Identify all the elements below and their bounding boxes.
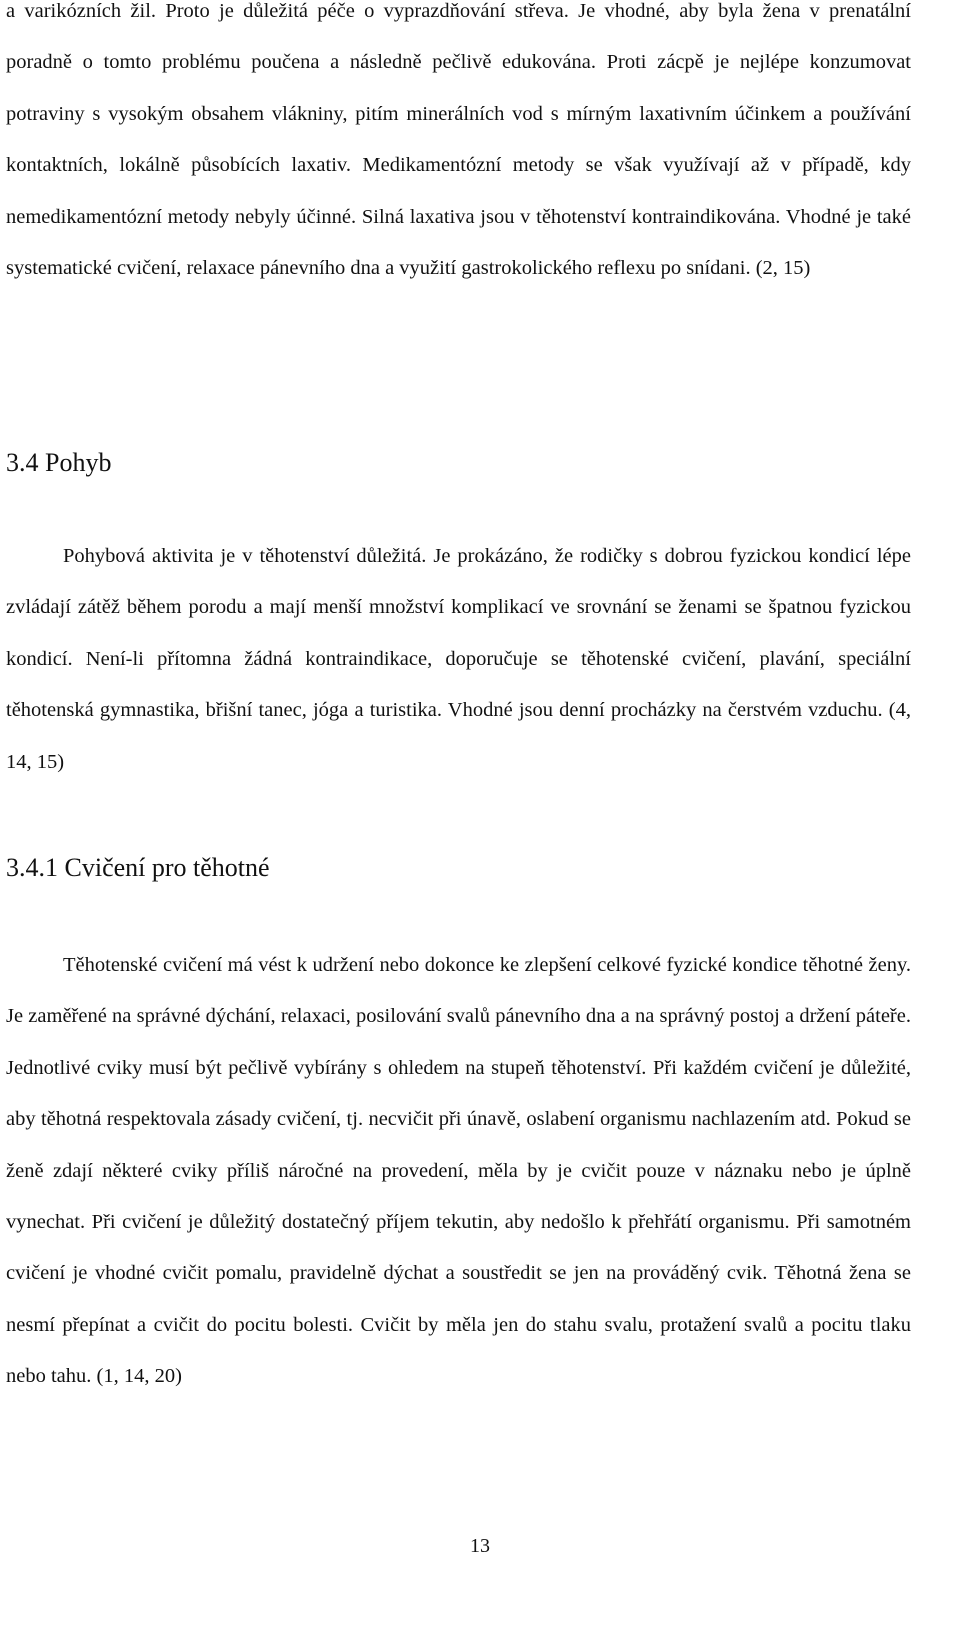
document-page: [6, 0, 911, 1388]
paragraph-section-3-4: Pohybová aktivita je v těhotenství důležitá. Je prokázáno, že rodičky s dobrou fyzickou kondicí lépe zvládají zátěž během porodu a mají menší množství komplikací ve srovnání se ženami se špatnou fyzickou kondicí. Není-li přítomna žádná kontraindikace, doporučuje se těhotenské cvičení, plavání, speciální těhotenská gymnastika, břišní tanec, jóga a turistika. Vhodné jsou denní procházky na čerstvém vzduchu. (4, 14, 15): [6, 545, 911, 773]
section-heading-3-4: 3.4 Pohyb: [6, 448, 112, 477]
paragraph-intro: a varikózních žil. Proto je důležitá péče o vyprazdňování střeva. Je vhodné, aby byla žena v prenatální poradně o tomto problému poučena a následně pečlivě edukována. Proti zácpě je nejlépe konzumovat potraviny s vysokým obsahem vlákniny, pitím minerálních vod s mírným laxativním účinkem a používání kontaktních, lokálně působících laxativ. Medikamentózní metody se však využívají až v případě, kdy nemedikamentózní metody nebyly účinné. Silná laxativa jsou v těhotenství kontraindikována. Vhodné je také systematické cvičení, relaxace pánevního dna a využití gastrokolického reflexu po snídani. (2, 15): [6, 0, 911, 280]
paragraph-section-3-4-1: Těhotenské cvičení má vést k udržení nebo dokonce ke zlepšení celkové fyzické kondice těhotné ženy. Je zaměřené na správné dýchání, relaxaci, posilování svalů pánevního dna a na správný postoj a držení páteře. Jednotlivé cviky musí být pečlivě vybírány s ohledem na stupeň těhotenství. Při každém cvičení je důležité, aby těhotná respektovala zásady cvičení, tj. necvičit při únavě, oslabení organismu nachlazením atd. Pokud se ženě zdají některé cviky příliš náročné na provedení, měla by je cvičit pouze v náznaku nebo je úplně vynechat. Při cvičení je důležitý dostatečný příjem tekutin, aby nedošlo k přehřátí organismu. Při samotném cvičení je vhodné cvičit pomalu, pravidelně dýchat a soustředit se jen na prováděný cvik. Těhotná žena se nesmí přepínat a cvičit do pocitu bolesti. Cvičit by měla jen do stahu svalu, protažení svalů a pocitu tlaku nebo tahu. (1, 14, 20): [6, 954, 911, 1388]
section-heading-3-4-1: 3.4.1 Cvičení pro těhotné: [6, 853, 270, 882]
page-number: 13: [470, 1535, 490, 1557]
